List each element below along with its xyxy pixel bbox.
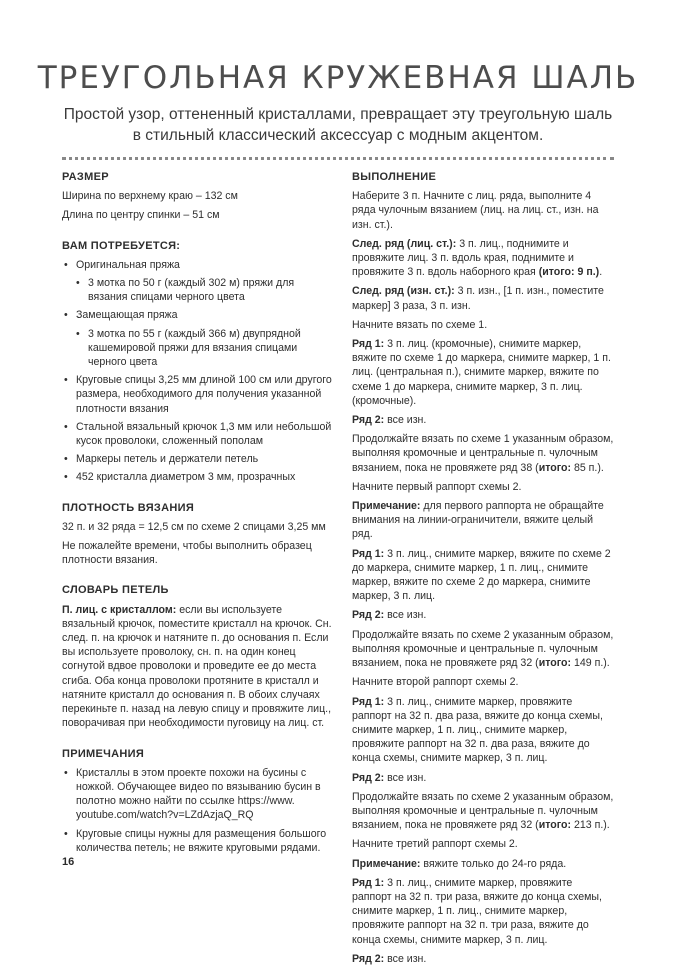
row-label: Ряд 1:	[352, 876, 385, 889]
row-text: 3 п. лиц., снимите маркер, провяжите раппорт на 32 п. три раза, вяжите до конца схемы, снимите маркер, 1 п. лиц., снимите маркер, провяжите раппорт на 32 п. три раза, вяжите до конца схемы, снимите маркер, 3 п. лиц.	[352, 876, 602, 946]
row-label: Ряд 2:	[352, 771, 385, 784]
glossary-section	[62, 583, 334, 730]
instruction-paragraph	[352, 771, 614, 785]
subtitle-line-2: в стильный классический аксессуар с модным акцентом.	[132, 127, 544, 144]
instruction-paragraph: Начните первый раппорт схемы 2.	[352, 480, 522, 493]
materials-section	[62, 239, 334, 485]
instructions-heading: ВЫПОЛНЕНИЕ	[352, 171, 437, 183]
row-text: 149 п.).	[571, 657, 610, 670]
row-text: .	[599, 266, 603, 279]
subtitle	[60, 104, 616, 146]
row-label: Ряд 1:	[352, 547, 385, 560]
instruction-paragraph: Начните второй раппорт схемы 2.	[352, 676, 519, 689]
instruction-paragraph	[352, 952, 614, 966]
list-item: • Кристаллы в этом проекте похожи на бусины с ножкой. Обучающее видео по вязыванию бусин в полотно можно найти по ссылке https://www. youtube.com/watch?v=LZdAzjaQ_RQ	[62, 766, 334, 823]
row-text: Продолжайте вязать по схеме 2 указанным образом, выполняя кромочные и центральные п. чулочным вязанием, пока не провяжете ряд 32 (	[352, 628, 614, 670]
row-text: вяжите только до 24-го ряда.	[420, 857, 567, 870]
row-text: все изн.	[384, 414, 427, 427]
row-text: 3 п. изн., [1 п. изн., поместите маркер] 3 раза, 3 п. изн.	[352, 285, 604, 312]
notes-section	[62, 747, 334, 855]
gauge-note: Не пожалейте времени, чтобы выполнить образец плотности вязания.	[62, 540, 312, 567]
row-text: все изн.	[384, 952, 427, 965]
row-text: все изн.	[384, 771, 427, 784]
instruction-paragraph	[352, 547, 614, 604]
gauge-section	[62, 501, 334, 568]
glossary-definition: если вы используете вязальный крючок, поместите кристалл на крючок. Сн. след. п. на крючок и натяните п. до основания п. Если вы используете проволоку, сн. п. на один конец согнутой вдвое проволоки и проведите ее до места сгиба. Оба конца проволоки протяните в кристалл и натяните кристалл до основания п. В обоих случаях перекиньте п. назад на левую спицу и провяжите лиц., поворачивая при необходимости пуговицу на лиц. ст.	[62, 603, 332, 730]
instruction-paragraph	[352, 876, 614, 947]
glossary-term: П. лиц. с кристаллом:	[62, 603, 177, 616]
row-text: 3 п. лиц. (кромочные), снимите маркер, вяжите по схеме 1 до маркера, снимите маркер, 1 п. лиц. (центральная п.), снимите маркер, вяжите по схеме 1 до маркера, снимите маркер, 3 п. лиц. (кромочные).	[352, 338, 611, 407]
instruction-paragraph	[352, 432, 614, 475]
row-label: След. ряд (лиц. ст.):	[352, 237, 457, 250]
row-label: Ряд 2:	[352, 414, 385, 427]
total-label: (итого: 9 п.)	[538, 266, 600, 279]
instruction-paragraph	[352, 790, 614, 833]
row-label: Ряд 1:	[352, 338, 385, 351]
list-item: • Оригинальная пряжа	[62, 258, 334, 272]
size-section	[62, 170, 334, 223]
row-text: 213 п.).	[571, 819, 610, 832]
right-column	[352, 170, 614, 971]
instruction-paragraph: Начните третий раппорт схемы 2.	[352, 838, 518, 851]
notes-list	[62, 766, 334, 855]
subtitle-line-1: Простой узор, оттененный кристаллами, превращает эту треугольную шаль	[63, 106, 613, 123]
list-item: • 3 мотка по 50 г (каждый 302 м) пряжи для вязания спицами черного цвета	[62, 276, 334, 304]
total-label: итого:	[538, 657, 572, 670]
row-label: Ряд 2:	[352, 609, 385, 622]
gauge-heading: ПЛОТНОСТЬ ВЯЗАНИЯ	[62, 501, 195, 514]
list-item: • Круговые спицы 3,25 мм длиной 100 см или другого размера, необходимого для получения указанной плотности вязания	[62, 373, 334, 416]
page-number: 16	[62, 856, 75, 868]
left-column	[62, 170, 334, 871]
total-label: итого:	[538, 819, 572, 832]
materials-heading: ВАМ ПОТРЕБУЕТСЯ:	[62, 239, 181, 252]
instruction-paragraph	[352, 695, 614, 766]
instruction-paragraph	[352, 608, 614, 622]
row-label: Ряд 1:	[352, 695, 385, 708]
instruction-paragraph	[352, 337, 614, 408]
list-item: • 3 мотка по 55 г (каждый 366 м) двупрядной кашемировой пряжи для вязания спицами черного цвета	[62, 327, 334, 370]
row-text: 85 п.).	[571, 461, 604, 474]
row-label: След. ряд (изн. ст.):	[352, 285, 455, 298]
instruction-paragraph	[352, 284, 614, 312]
note-label: Примечание:	[352, 500, 421, 513]
row-text: 3 п. лиц., снимите маркер, провяжите раппорт на 32 п. два раза, вяжите до конца схемы, снимите маркер, 1 п. лиц., снимите маркер, провяжите раппорт на 32 п. два раза, вяжите до конца схемы, снимите маркер, 3 п. лиц.	[352, 695, 603, 765]
list-item: • 452 кристалла диаметром 3 мм, прозрачных	[62, 470, 334, 484]
gauge-text: 32 п. и 32 ряда = 12,5 см по схеме 2 спицами 3,25 мм	[62, 520, 326, 533]
instruction-paragraph: Наберите 3 п. Начните с лиц. ряда, выполните 4 ряда чулочным вязанием (лиц. на лиц. ст., изн. на изн. ст.).	[352, 190, 599, 231]
materials-list	[62, 258, 334, 485]
notes-heading: ПРИМЕЧАНИЯ	[62, 747, 145, 760]
size-length: Длина по центру спинки – 51 см	[62, 209, 220, 222]
row-text: все изн.	[384, 609, 427, 622]
list-item: • Замещающая пряжа	[62, 308, 334, 322]
instruction-paragraph	[352, 857, 614, 871]
size-heading: РАЗМЕР	[62, 171, 109, 183]
row-text: для первого раппорта не обращайте внимания на линии-ограничители, вяжите целый ряд.	[352, 500, 604, 541]
row-text: Продолжайте вязать по схеме 1 указанным образом, выполняя кромочные и центральные п. чулочным вязанием, пока не провяжете ряд 38 (	[352, 433, 614, 474]
glossary-entry	[62, 603, 334, 731]
instruction-paragraph	[352, 237, 614, 280]
row-text: 3 п. лиц., снимите маркер, вяжите по схеме 2 до маркера, снимите маркер, 1 п. лиц., снимите маркер, вяжите по схеме 2 до маркера, снимите маркер, 3 п. лиц.	[352, 547, 611, 603]
page-title: ТРЕУГОЛЬНАЯ КРУЖЕВНАЯ ШАЛЬ	[37, 60, 639, 96]
dotted-divider	[62, 157, 614, 160]
glossary-heading: СЛОВАРЬ ПЕТЕЛЬ	[62, 584, 169, 597]
size-width: Ширина по верхнему краю – 132 см	[62, 190, 238, 203]
list-item: • Стальной вязальный крючок 1,3 мм или небольшой кусок проволоки, сложенный пополам	[62, 420, 334, 448]
note-label: Примечание:	[352, 857, 421, 870]
row-text: Продолжайте вязать по схеме 2 указанным образом, выполняя кромочные и центральные п. чулочным вязанием, пока не провяжете ряд 32 (	[352, 790, 614, 832]
instruction-paragraph	[352, 413, 614, 427]
instruction-paragraph	[352, 628, 614, 671]
row-text: 3 п. лиц., поднимите и провяжите лиц. 3 п. вдоль края, поднимите и провяжите 3 п. вдоль наборного края	[352, 237, 574, 279]
instruction-paragraph	[352, 499, 614, 542]
instruction-paragraph: Начните вязать по схеме 1.	[352, 318, 488, 331]
total-label: итого:	[538, 461, 572, 474]
row-label: Ряд 2:	[352, 952, 385, 965]
list-item: • Круговые спицы нужны для размещения большого количества петель; не вяжите круговыми рядами.	[62, 827, 334, 855]
list-item: • Маркеры петель и держатели петель	[62, 452, 334, 466]
